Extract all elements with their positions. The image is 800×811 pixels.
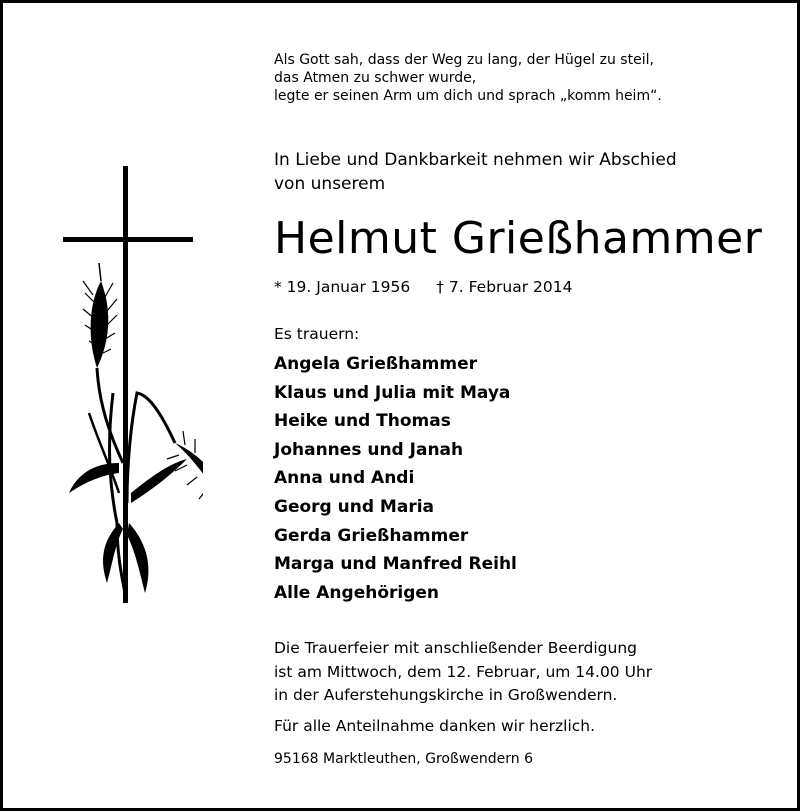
mourner-name: Gerda Grießhammer [274, 525, 469, 546]
verse-line: das Atmen zu schwer wurde, [274, 70, 477, 86]
mourners-list [274, 350, 517, 607]
cross-with-wheat-icon [53, 163, 203, 608]
funeral-info [274, 637, 652, 708]
funeral-line: in der Auferstehungskirche in Großwendern. [274, 686, 618, 705]
family-address: 95168 Marktleuthen, Großwendern 6 [274, 751, 533, 767]
mourner-name: Angela Grießhammer [274, 354, 478, 374]
mourner-name: Alle Angehörigen [274, 582, 440, 603]
intro-line: von unserem [274, 174, 386, 194]
mourner-name: Georg und Maria [274, 496, 434, 517]
wheat-ear-left [83, 263, 123, 463]
thanks-text: Für alle Anteilnahme danken wir herzlich. [274, 717, 596, 735]
funeral-line: Die Trauerfeier mit anschließender Beerdigung [274, 639, 638, 657]
mourner-name: Klaus und Julia mit Maya [274, 382, 511, 403]
birth-date: * 19. Januar 1956 [274, 278, 411, 296]
deceased-name: Helmut Grießhammer [274, 213, 763, 264]
intro-line: In Liebe und Dankbarkeit nehmen wir Abschied [274, 150, 677, 170]
verse [274, 51, 662, 105]
funeral-line: ist am Mittwoch, dem 12. Februar, um 14.00 Uhr [274, 662, 653, 681]
mourner-name: Johannes und Janah [274, 439, 464, 460]
verse-line: Als Gott sah, dass der Weg zu lang, der Hügel zu steil, [274, 52, 654, 68]
mourner-name: Anna und Andi [274, 468, 415, 489]
cross-horizontal-beam [63, 237, 193, 242]
intro-text [274, 148, 677, 196]
life-dates [274, 276, 573, 298]
mourner-name: Marga und Manfred Reihl [274, 554, 517, 575]
cross-vertical-beam [123, 166, 128, 603]
mourner-name: Heike und Thomas [274, 411, 451, 432]
death-date: † 7. Februar 2014 [436, 278, 573, 296]
mourners-heading: Es trauern: [274, 325, 360, 343]
verse-line: legte er seinen Arm um dich und sprach „komm heim“. [274, 88, 662, 104]
